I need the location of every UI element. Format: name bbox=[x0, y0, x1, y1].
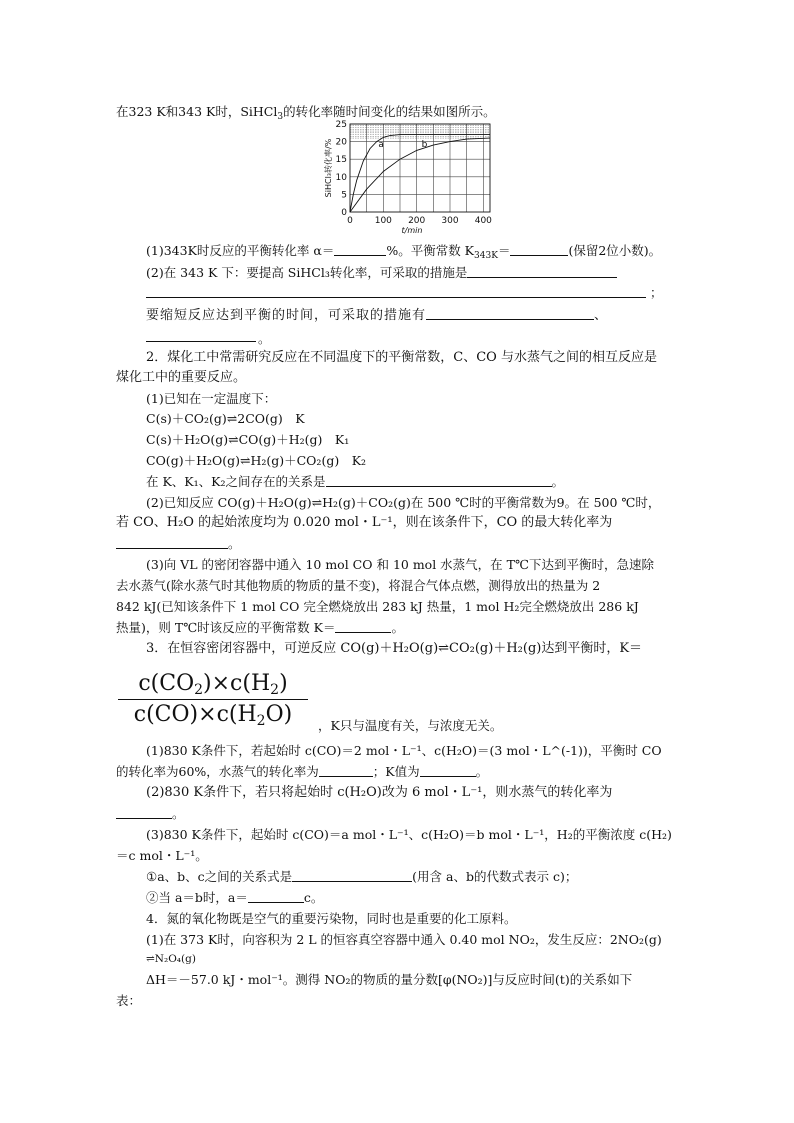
p3-3c: ①a、b、c之间的关系式是 (用含 a、b的代数式表示 c)； bbox=[146, 869, 578, 884]
p4-a: 4．氮的氧化物既是空气的重要污染物，同时也是重要的化工原料。 bbox=[146, 911, 517, 926]
y-axis-label: SiHCl₃转化率/% bbox=[324, 138, 333, 198]
p2-b: 煤化工中的重要反应。 bbox=[116, 370, 247, 385]
x-tick-label: 400 bbox=[474, 216, 492, 226]
fraction-numerator: c(CO2)×c(H2) bbox=[138, 671, 288, 698]
series-line-a bbox=[350, 135, 490, 212]
p3-1a: (1)830 K条件下，若起始时 c(CO)＝2 mol・L⁻¹、c(H₂O)＝(3 mol・L^(-1))，平衡时 CO bbox=[146, 743, 662, 758]
answer-blank[interactable] bbox=[292, 870, 412, 882]
y-tick-label: 0 bbox=[341, 208, 347, 218]
answer-blank[interactable] bbox=[326, 475, 552, 487]
answer-blank[interactable] bbox=[510, 244, 568, 256]
answer-blank[interactable] bbox=[467, 266, 617, 278]
p4-1d: 表： bbox=[116, 993, 142, 1008]
period: 。 bbox=[258, 331, 271, 346]
x-tick-label: 0 bbox=[347, 216, 353, 226]
p3-2b: 。 bbox=[116, 806, 185, 822]
p2-2a: (2)已知反应 CO(g)＋H₂O(g)⇌H₂(g)＋CO₂(g)在 500 ℃时的平衡常数为9。在 500 ℃时， bbox=[146, 495, 661, 510]
q1-3: 要缩短反应达到平衡的时间，可采取的措施有 、 bbox=[146, 308, 609, 323]
plot-frame bbox=[350, 124, 490, 212]
y-tick-label: 20 bbox=[335, 137, 347, 148]
answer-blank[interactable] bbox=[420, 765, 476, 777]
answer-blank[interactable] bbox=[116, 537, 228, 549]
p3-a: 3．在恒容密闭容器中，可逆反应 CO(g)＋H₂O(g)⇌CO₂(g)＋H₂(g)达到平衡时，K＝ bbox=[146, 641, 643, 656]
eq2: C(s)＋H₂O(g)⇌CO(g)＋H₂(g) K₁ bbox=[146, 432, 350, 447]
y-tick-label: 10 bbox=[335, 172, 347, 183]
eq3: CO(g)＋H₂O(g)⇌H₂(g)＋CO₂(g) K₂ bbox=[146, 453, 367, 468]
p2-a: 2．煤化工中常需研究反应在不同温度下的平衡常数，C、CO 与水蒸气之间的相互反应是 bbox=[146, 350, 657, 365]
series-label-b: b bbox=[421, 139, 428, 150]
eq1: C(s)＋CO₂(g)⇌2CO(g) K bbox=[146, 411, 305, 426]
answer-blank[interactable] bbox=[426, 308, 594, 320]
answer-blank[interactable] bbox=[319, 765, 373, 777]
q1-1: (1)343K时反应的平衡转化率 α＝ %。平衡常数 $K_{343K}=$ (保留2位小数)。 bbox=[146, 243, 662, 261]
series-label-a: a bbox=[378, 139, 384, 150]
y-tick-label: 5 bbox=[341, 190, 347, 201]
x-axis-label: t/min bbox=[401, 226, 423, 235]
series-line-b bbox=[350, 138, 490, 212]
conversion-chart bbox=[322, 118, 498, 236]
equilibrium-fraction bbox=[118, 670, 308, 729]
y-tick-label: 15 bbox=[335, 155, 347, 166]
answer-blank[interactable] bbox=[116, 807, 172, 819]
answer-line[interactable] bbox=[146, 341, 256, 342]
p3-1b: 的转化率为60%，水蒸气的转化率为 ；K值为 。 bbox=[116, 764, 489, 779]
semicolon: ； bbox=[650, 285, 663, 300]
x-tick-label: 200 bbox=[408, 216, 426, 226]
p2-2c: 。 bbox=[116, 536, 241, 552]
p2-rel: 在 K、K₁、K₂之间存在的关系是 。 bbox=[146, 474, 565, 489]
p2-3b: 去水蒸气(除水蒸气时其他物质的物质的量不变)，将混合气体点燃，测得放出的热量为 2 bbox=[116, 578, 601, 593]
p4-1a: (1)在 373 K时，向容积为 2 L 的恒容真空容器中通入 0.40 mol NO₂，发生反应：2NO₂(g) bbox=[146, 932, 662, 947]
p3-3d: ②当 a＝b时，a＝ c。 bbox=[146, 890, 324, 905]
p3-3a: (3)830 K条件下，起始时 c(CO)＝a mol・L⁻¹、c(H₂O)＝b mol・L⁻¹，H₂的平衡浓度 c(H₂) bbox=[146, 827, 672, 842]
intro-line: 在323 K和343 K时，SiHCl$_3$的转化率随时间变化的结果如图所示。 bbox=[116, 104, 496, 122]
answer-blank[interactable] bbox=[334, 244, 386, 256]
fraction-denominator: c(CO)×c(H2O) bbox=[133, 702, 293, 729]
p4-1c: ΔH＝－57.0 kJ・mol⁻¹。测得 NO₂的物质的量分数[φ(NO₂)]与反应时间(t)的关系如下 bbox=[146, 972, 633, 987]
fraction-note: ，K只与温度有关，与浓度无关。 bbox=[318, 718, 503, 733]
p2-3a: (3)向 VL 的密闭容器中通入 10 mol CO 和 10 mol 水蒸气，在 T℃下达到平衡时，急速除 bbox=[146, 557, 654, 572]
fraction-bar bbox=[118, 699, 308, 700]
x-tick-label: 100 bbox=[374, 216, 392, 226]
x-tick-label: 300 bbox=[441, 216, 459, 226]
p2-3d: 热量)，则 T℃时该反应的平衡常数 K＝ 。 bbox=[116, 620, 404, 635]
p4-1b: ⇌N₂O₄(g) bbox=[146, 953, 196, 965]
p2-2b: 若 CO、H₂O 的起始浓度均为 0.020 mol・L⁻¹，则在该条件下，CO 的最大转化率为 bbox=[116, 515, 613, 530]
p2-3c: 842 kJ(已知该条件下 1 mol CO 完全燃烧放出 283 kJ 热量，1 mol H₂完全燃烧放出 286 kJ bbox=[116, 599, 639, 614]
p2-1: (1)已知在一定温度下： bbox=[146, 391, 277, 406]
p3-3b: ＝c mol・L⁻¹。 bbox=[116, 848, 208, 863]
q1-2: (2)在 343 K 下：要提高 SiHCl₃转化率，可采取的措施是 bbox=[146, 265, 617, 281]
answer-line[interactable] bbox=[146, 297, 646, 298]
y-tick-label: 25 bbox=[335, 120, 347, 130]
answer-blank[interactable] bbox=[248, 891, 304, 903]
answer-blank[interactable] bbox=[335, 621, 391, 633]
p3-2a: (2)830 K条件下，若只将起始时 c(H₂O)改为 6 mol・L⁻¹，则水蒸气的转化率为 bbox=[146, 785, 613, 800]
